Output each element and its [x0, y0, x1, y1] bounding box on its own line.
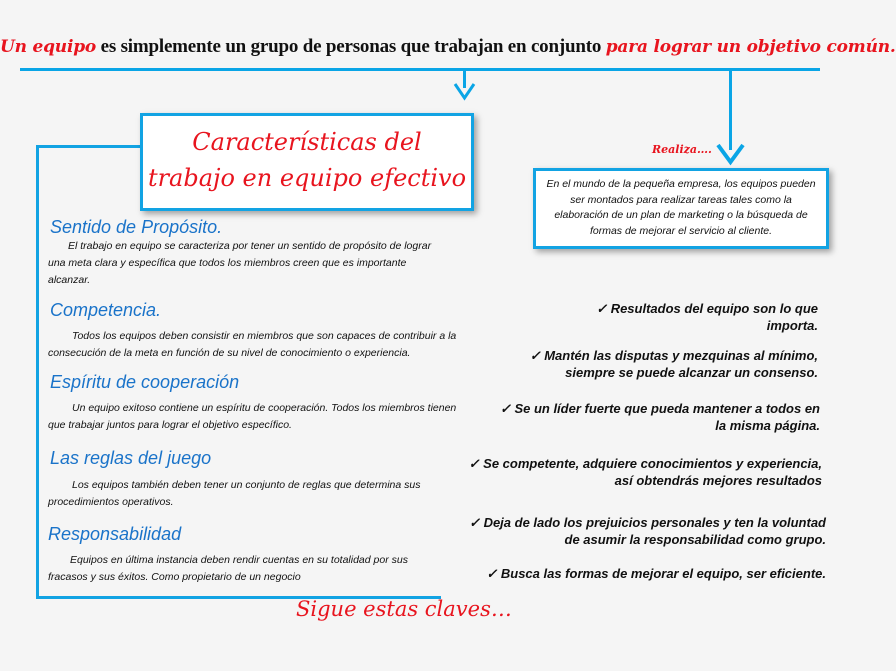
header-part1: Un equipo: [0, 37, 97, 57]
tip-item: [438, 300, 818, 334]
title-line2: trabajo en equipo efectivo: [147, 164, 467, 192]
tip-line2: así obtendrás mejores resultados: [614, 473, 822, 488]
section-body: Equipos en última instancia deben rendir cuentas en su totalidad por sus fracasos y sus éxitos. Como propietario de un negocio: [48, 554, 408, 583]
tip-line1: ✓ Se competente, adquiere conocimientos y experiencia,: [468, 456, 822, 471]
realiza-label: Realiza….: [652, 143, 712, 156]
section-body: Los equipos también deben tener un conjunto de reglas que determina sus procedimientos operativos.: [48, 479, 421, 508]
tip-line2: la misma página.: [715, 418, 820, 433]
section-heading: Competencia.: [50, 300, 162, 320]
tip-line1: ✓ Deja de lado los prejuicios personales y ten la voluntad: [469, 515, 826, 530]
title-box: [140, 113, 474, 211]
section-heading: Sentido de Propósito.: [50, 217, 223, 237]
title-line1: Características del: [192, 128, 422, 156]
tip-item: [402, 455, 822, 489]
section-body: Un equipo exitoso contiene un espíritu de cooperación. Todos los miembros tienen que trabajar juntos para lograr el objetivo específico.: [48, 402, 457, 431]
info-text: En el mundo de la pequeña empresa, los equipos pueden ser montados para realizar tareas tales como la elaboración de un plan de marketing o la búsqueda de formas de mejorar el servicio al cliente.: [546, 178, 816, 237]
section-heading: Responsabilidad: [48, 524, 182, 544]
tip-line2: importa.: [766, 318, 818, 333]
tip-line2: de asumir la responsabilidad como grupo.: [564, 532, 826, 547]
tip-item: [406, 514, 826, 548]
tip-item: [418, 347, 818, 381]
section-heading: Espíritu de cooperación: [50, 372, 240, 392]
tip-item: [420, 400, 820, 434]
section-body: Todos los equipos deben consistir en miembros que son capaces de contribuir a la consecución de la meta en función de su nivel de conocimiento o experiencia.: [48, 330, 457, 359]
header-part2: es simplemente un grupo de personas que trabajan en conjunto: [100, 36, 602, 57]
section-body: El trabajo en equipo se caracteriza por tener un sentido de propósito de lograr una meta clara y específica que todos los miembros creen que es importante alcanzar.: [48, 240, 432, 286]
tip-line1: ✓ Se un líder fuerte que pueda mantener a todos en: [499, 401, 820, 416]
tip-item: [406, 565, 826, 582]
section-heading: Las reglas del juego: [50, 448, 212, 468]
right-arrow-stem: [729, 70, 732, 150]
footer-title: Sigue estas claves…: [296, 597, 512, 621]
tip-line1: ✓ Busca las formas de mejorar el equipo, ser eficiente.: [486, 566, 826, 581]
tip-line2: siempre se puede alcanzar un consenso.: [565, 365, 818, 380]
left-arrow-stem: [463, 70, 466, 88]
tip-line1: ✓ Mantén las disputas y mezquinas al mínimo,: [529, 348, 818, 363]
top-divider-line: [20, 68, 820, 71]
tip-line1: ✓ Resultados del equipo son lo que: [596, 301, 818, 316]
info-box: [533, 168, 829, 249]
header-part3: para lograr un objetivo común.: [605, 37, 896, 57]
